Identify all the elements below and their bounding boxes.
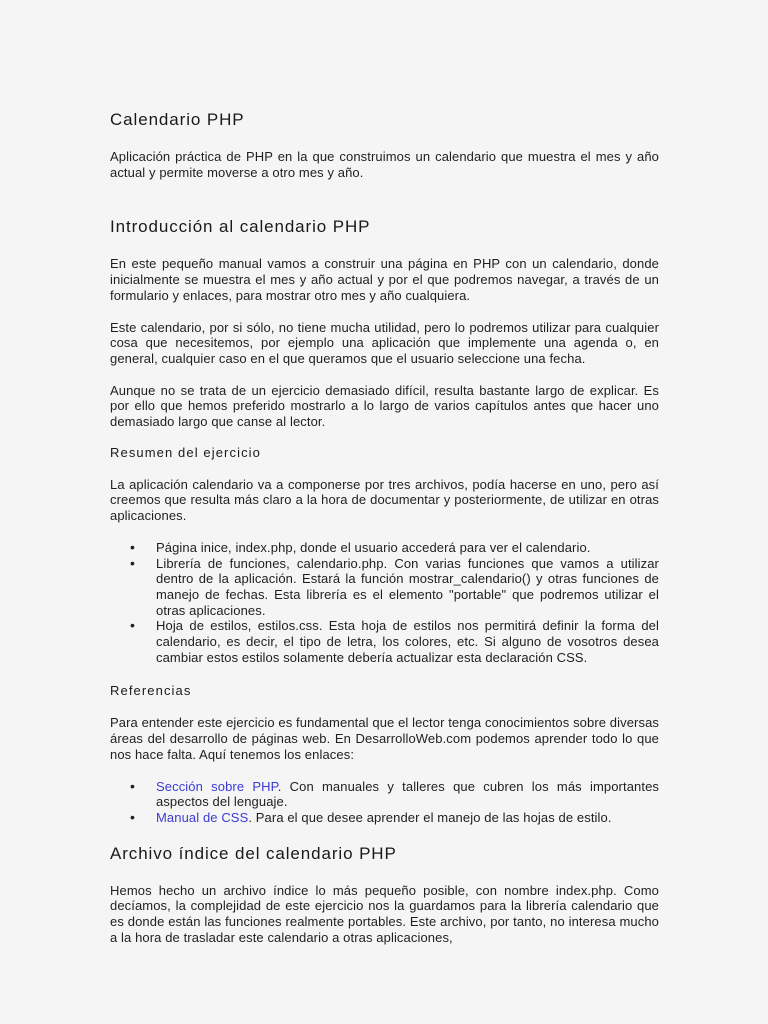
subheading-referencias: Referencias <box>110 683 192 699</box>
list-item: • Hoja de estilos, estilos.css. Esta hoja de estilos nos permitirá definir la forma del calendario, es decir, el tipo de letra, los colores, etc. Si alguno de vosotros desea cambiar estos estilos solamente debería actualizar esta declaración CSS. <box>110 618 659 665</box>
archivo-indice-paragraph: Hemos hecho un archivo índice lo más pequeño posible, con nombre index.php. Como decíamos, la complejidad de este ejercicio nos la guardamos para la librería calendario que es donde están las funciones realmente portables. Este archivo, por tanto, no interesa mucho a la hora de trasladar este calendario a otras aplicaciones, <box>110 882 659 945</box>
referencias-paragraph: Para entender este ejercicio es fundamental que el lector tenga conocimientos sobre diversas áreas del desarrollo de páginas web. En DesarrolloWeb.com podemos aprender todo lo que nos hace falta. Aquí tenemos los enlaces: <box>110 715 660 762</box>
resumen-paragraph: La aplicación calendario va a componerse por tres archivos, podía hacerse en uno, pero así creemos que resulta más claro a la hora de documentar y posteriormente, de utilizar en otras aplicaciones. <box>110 476 659 524</box>
link-description: . Con manuales y talleres que cubren los más importantes aspectos del lenguaje. <box>156 778 659 810</box>
section-heading-archivo-indice: Archivo índice del calendario PHP <box>110 843 397 863</box>
subheading-resumen: Resumen del ejercicio <box>110 444 261 460</box>
intro-section-paragraph-1: En este pequeño manual vamos a construir una página en PHP con un calendario, donde inicialmente se muestra el mes y año actual y por el que podremos navegar, a través de un formulario y enlaces, para mostrar otro mes y año cualquiera. <box>110 256 659 303</box>
section-heading-introduccion: Introducción al calendario PHP <box>110 217 371 237</box>
link-description: . Para el que desee aprender el manejo de las hojas de estilo. <box>248 809 612 825</box>
list-item: • Librería de funciones, calendario.php. Con varias funciones que vamos a utilizar dentro de la aplicación. Estará la función mostrar_calendario() y otras funciones de manejo de fechas. Esta librería es el elemento "portable" que podremos utilizar el otras aplicaciones. <box>110 556 659 619</box>
intro-section-paragraph-3: Aunque no se trata de un ejercicio demasiado difícil, resulta bastante largo de explicar. Es por ello que hemos preferido mostrarlo a lo largo de varios capítulos antes que hacer uno demasiado largo que canse al lector. <box>110 382 659 430</box>
link-manual-css[interactable]: Manual de CSS <box>156 809 249 825</box>
document-content <box>110 108 659 946</box>
list-item: • Página inice, index.php, donde el usuario accederá para ver el calendario. <box>110 540 659 556</box>
link-seccion-php[interactable]: Sección sobre PHP <box>156 778 278 794</box>
list-item <box>110 779 659 810</box>
intro-section-paragraph-2: Este calendario, por si sólo, no tiene mucha utilidad, pero lo podremos utilizar para cualquier cosa que necesitemos, por ejemplo una aplicación que implemente una agenda o, en general, cualquier caso en el que queramos que el usuario seleccione una fecha. <box>110 319 659 366</box>
intro-paragraph: Aplicación práctica de PHP en la que construimos un calendario que muestra el mes y año actual y permite moverse a otro mes y año. <box>110 149 659 180</box>
links-list <box>110 779 659 826</box>
list-item <box>110 810 659 826</box>
file-list <box>110 540 659 666</box>
page-title: Calendario PHP <box>110 110 245 129</box>
